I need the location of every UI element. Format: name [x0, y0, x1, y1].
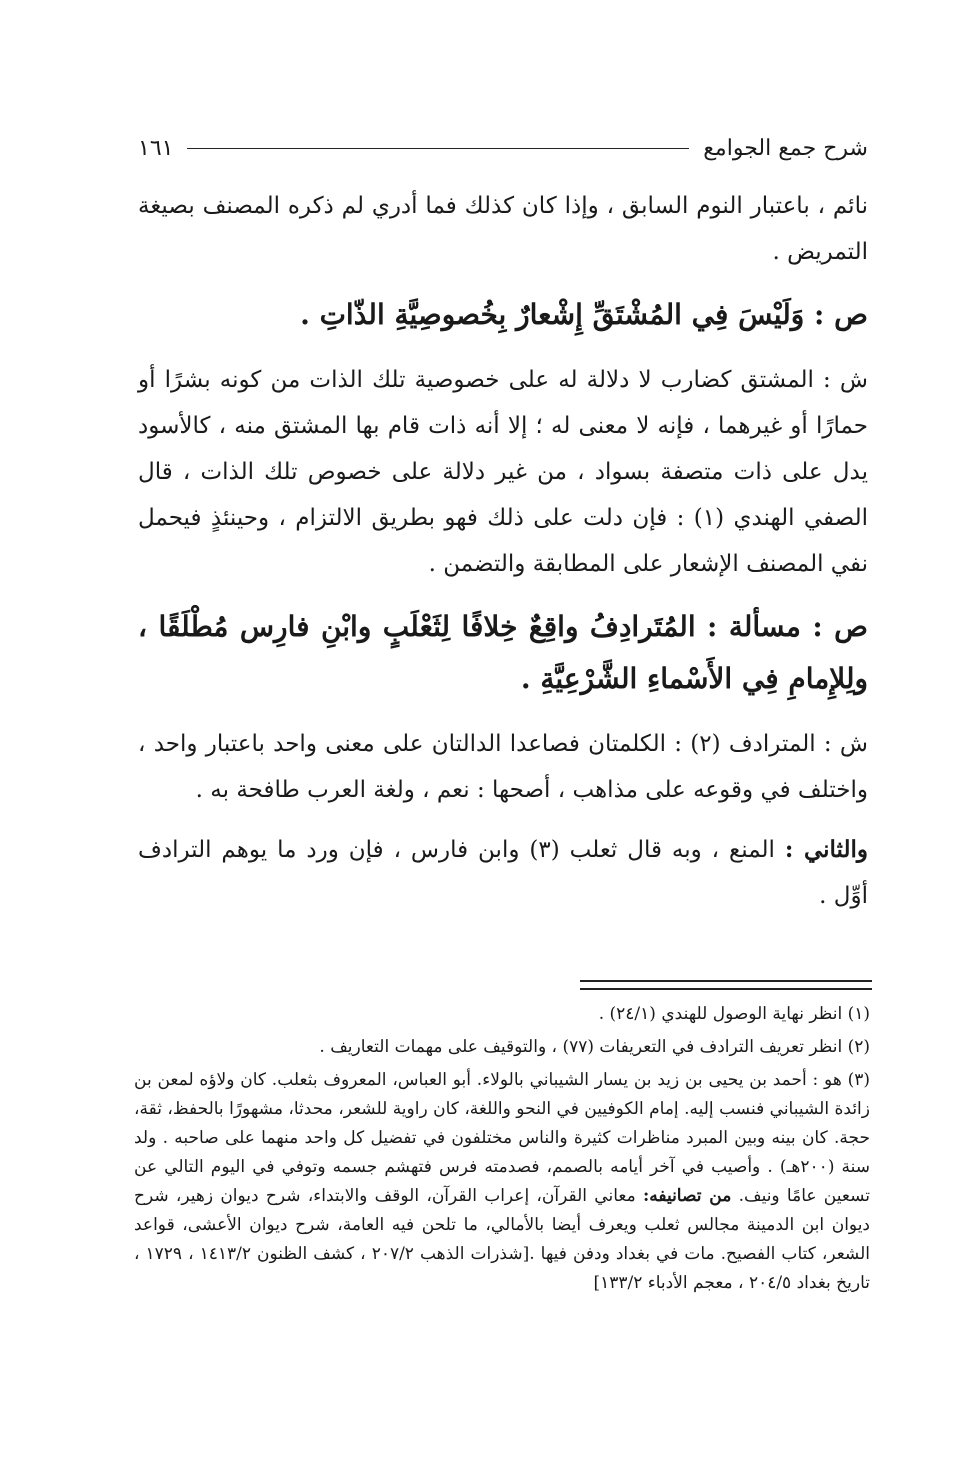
page-number: ١٦١ — [138, 135, 174, 161]
sharh-paragraph: نائم ، باعتبار النوم السابق ، وإذا كان كذلك فما أدري لم ذكره المصنف بصيغة التمريض . — [138, 193, 868, 265]
header-rule — [187, 148, 689, 149]
footnote-bold-label: من تصانيفه: — [642, 1186, 732, 1206]
footnote-text: (٣) هو : أحمد بن يحيى بن زيد بن يسار الشيباني بالولاء. أبو العباس، المعروف بثعلب. كان ولاؤه لمعن بن زائدة الشيباني فنسب إليه. إمام الكوفيين في النحو واللغة، كان راوية للشعر، محدثا، مشهورًا بالحفظ، ثقة، حجة. كان بينه وبين المبرد مناظرات كثيرة والناس مختلفون في تفضيل كل واحد منهما على صاحبه . ولد سنة (٢٠٠هـ) . وأصيب في آخر أيامه بالصمم، فصدمته فرس فتهشم جسمه وتوفي في اليوم التالي عن تسعين عامًا ونيف. — [134, 1070, 871, 1206]
paragraph-text: المنع ، وبه قال ثعلب (٣) وابن فارس ، فإن ورد ما يوهم الترادف أوِّل . — [138, 837, 868, 909]
footnote-separator — [580, 980, 872, 990]
running-header — [138, 128, 868, 168]
footnote-3 — [134, 1066, 870, 1298]
main-text — [138, 183, 868, 933]
sharh-paragraph: ش : المترادف (٢) : الكلمتان فصاعدا الدالتان على معنى واحد باعتبار واحد ، واختلف في وقوعه على مذاهب ، أصحها : نعم ، ولغة العرب طافحة به . — [138, 731, 868, 803]
paragraph-lead: والثاني : — [784, 836, 868, 863]
footnote-2: (٢) انظر تعريف الترادف في التعريفات (٧٧) ، والتوقيف على مهمات التعاريف . — [319, 1037, 870, 1057]
sharh-paragraph: ش : المشتق كضارب لا دلالة له على خصوصية تلك الذات من كونه بشرًا أو حمارًا أو غيرهما ، فإنه لا معنى له ؛ إلا أنه ذات قام بها المشتق منه ، كالأسود يدل على ذات متصفة بسواد ، من غير دلالة على خصوص تلك الذات ، قال الصفي الهندي (١) : فإن دلت على ذلك فهو بطريق الالتزام ، وحينئذٍ فيحمل نفي المصنف الإشعار على المطابقة والتضمن . — [138, 367, 868, 577]
sharh-paragraph — [138, 827, 868, 919]
matn-paragraph: ص : وَلَيْسَ فِي المُشْتَقِّ إِشْعارٌ بِخُصوصِيَّةِ الذّاتِ . — [300, 298, 868, 331]
matn-paragraph: ص : مسألة : المُتَرادِفُ واقِعٌ خِلافًا لِثَعْلَبٍ وابْنِ فارِس مُطْلَقًا ، ولِلإِمامِ فِي الأَسْماءِ الشَّرْعِيَّةِ . — [138, 610, 868, 695]
footnote-text: معاني القرآن، إعراب القرآن، الوقف والابتداء، شرح ديوان زهير، شرح ديوان ابن الدمينة مجالس ثعلب ويعرف أيضا بالأمالي، ما تلحن فيه العامة، شرح ديوان الأعشى، قواعد الشعر، كتاب الفصيح. مات في بغداد ودفن فيها .[شذرات الذهب ٢٠٧/٢ ، كشف الظنون ١٤١٣/٢ ، ١٧٢٩ ، تاريخ بغداد ٢٠٤/٥ ، معجم الأدباء ١٣٣/٢] — [134, 1186, 871, 1293]
book-title: شرح جمع الجوامع — [703, 135, 868, 161]
footnote-1: (١) انظر نهاية الوصول للهندي (٢٤/١) . — [598, 1004, 870, 1024]
footnotes — [134, 1000, 870, 1302]
